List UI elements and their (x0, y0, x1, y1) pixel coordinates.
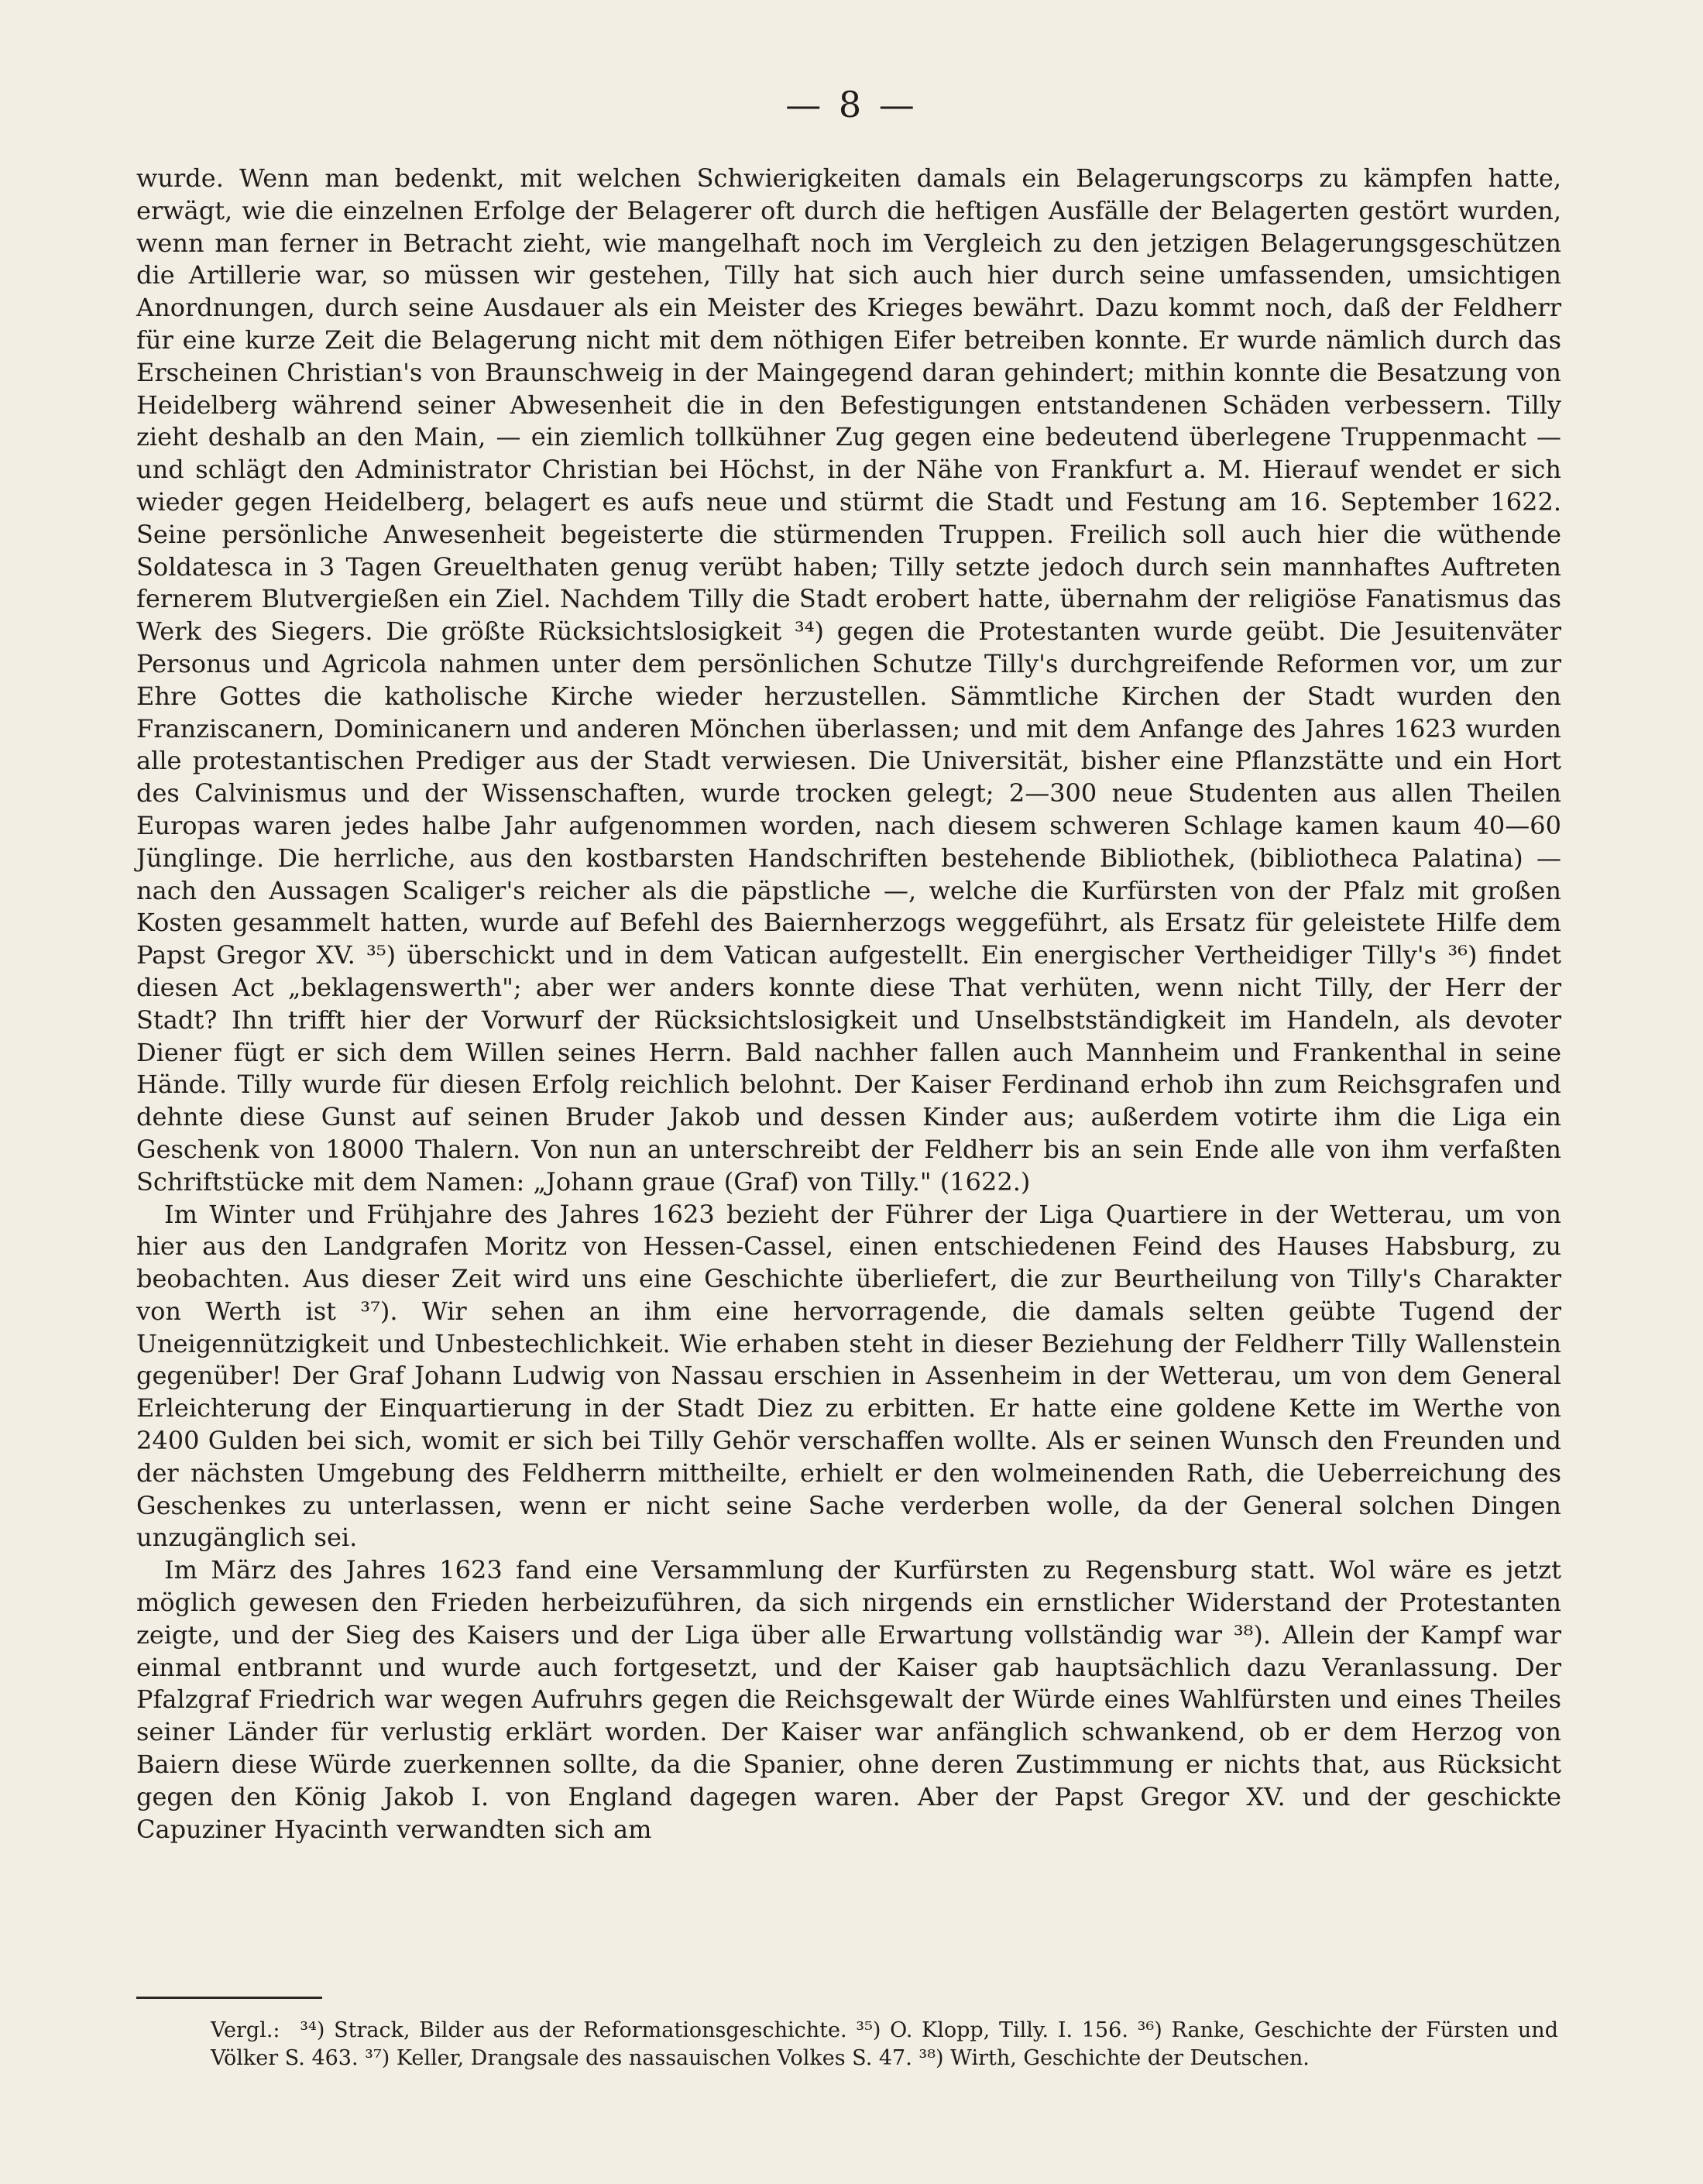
paragraph-3: Im März des Jahres 1623 fand eine Versammlung der Kurfürsten zu Regensburg statt. Wol wäre es jetzt möglich gewesen den Frieden herbeizuführen, da sich nirgends ein ernstlicher Widerstand der Protestanten zeigte, und der Sieg des Kaisers und der Liga über alle Erwartung vollständig war ³⁸). Allein der Kampf war einmal entbrannt und wurde auch fortgesetzt, und der Kaiser gab hauptsächlich dazu Veranlassung. Der Pfalzgraf Friedrich war wegen Aufruhrs gegen die Reichsgewalt der Würde eines Wahlfürsten und eines Theiles seiner Länder für verlustig erklärt worden. Der Kaiser war anfänglich schwankend, ob er dem Herzog von Baiern diese Würde zuerkennen sollte, da die Spanier, ohne deren Zustimmung er nichts that, aus Rücksicht gegen den König Jakob I. von England dagegen waren. Aber der Papst Gregor XV. und der geschickte Capuziner Hyacinth verwandten sich am (136, 1555, 1561, 1844)
footnote-divider (136, 1997, 322, 1999)
footnote-text: ³⁴) Strack, Bilder aus der Reformationsgeschichte. ³⁵) O. Klopp, Tilly. I. 156. ³⁶) Ranke, Geschichte der Fürsten und Völker S. 463. ³⁷) Keller, Drangsale des nassauischen Volkes S. 47. ³⁸) Wirth, Geschichte der Deutschen. (211, 2018, 1558, 2070)
footnotes (211, 2017, 1558, 2072)
page-number: — 8 — (785, 84, 918, 125)
paragraph-1: wurde. Wenn man bedenkt, mit welchen Schwierigkeiten damals ein Belagerungscorps zu kämpfen hatte, erwägt, wie die einzelnen Erfolge der Belagerer oft durch die heftigen Ausfälle der Belagerten gestört wurden, wenn man ferner in Betracht zieht, wie mangelhaft noch im Vergleich zu den jetzigen Belagerungsgeschützen die Artillerie war, so müssen wir gestehen, Tilly hat sich auch hier durch seine umfassenden, umsichtigen Anordnungen, durch seine Ausdauer als ein Meister des Krieges bewährt. Dazu kommt noch, daß der Feldherr für eine kurze Zeit die Belagerung nicht mit dem nöthigen Eifer betreiben konnte. Er wurde nämlich durch das Erscheinen Christian's von Braunschweig in der Maingegend daran gehindert; mithin konnte die Besatzung von Heidelberg während seiner Abwesenheit die in den Befestigungen entstandenen Schäden verbessern. Tilly zieht deshalb an den Main, — ein ziemlich tollkühner Zug gegen eine bedeutend überlegene Truppenmacht — und schlägt den Administrator Christian bei Höchst, in der Nähe von Frankfurt a. M. Hierauf wendet er sich wieder gegen Heidelberg, belagert es aufs neue und stürmt die Stadt und Festung am 16. September 1622. Seine persönliche Anwesenheit begeisterte die stürmenden Truppen. Freilich soll auch hier die wüthende Soldatesca in 3 Tagen Greuelthaten genug verübt haben; Tilly setzte jedoch durch sein mannhaftes Auftreten fernerem Blutvergießen ein Ziel. Nachdem Tilly die Stadt erobert hatte, übernahm der religiöse Fanatismus das Werk des Siegers. Die größte Rücksichtslosigkeit ³⁴) gegen die Protestanten wurde geübt. Die Jesuitenväter Personus und Agricola nahmen unter dem persönlichen Schutze Tilly's durchgreifende Reformen vor, um zur Ehre Gottes die katholische Kirche wieder herzustellen. Sämmtliche Kirchen der Stadt wurden den Franziscanern, Dominicanern und anderen Mönchen überlassen; und mit dem Anfange des Jahres 1623 wurden alle protestantischen Prediger aus der Stadt verwiesen. Die Universität, bisher eine Pflanzstätte und ein Hort des Calvinismus und der Wissenschaften, wurde trocken gelegt; 2—300 neue Studenten aus allen Theilen Europas waren jedes halbe Jahr aufgenommen worden, nach diesem schweren Schlage kamen kaum 40—60 Jünglinge. Die herrliche, aus den kostbarsten Handschriften bestehende Bibliothek, (bibliotheca Palatina) — nach den Aussagen Scaliger's reicher als die päpstliche —, welche die Kurfürsten von der Pfalz mit großen Kosten gesammelt hatten, wurde auf Befehl des Baiernherzogs weggeführt, als Ersatz für geleistete Hilfe dem Papst Gregor XV. ³⁵) überschickt und in dem Vatican aufgestellt. Ein energischer Vertheidiger Tilly's ³⁶) findet diesen Act „beklagenswerth"; aber wer anders konnte diese That verhüten, wenn nicht Tilly, der Herr der Stadt? Ihn trifft hier der Vorwurf der Rücksichtslosigkeit und Unselbstständigkeit im Handeln, als devoter Diener fügt er sich dem Willen seines Herrn. Bald nachher fallen auch Mannheim und Frankenthal in seine Hände. Tilly wurde für diesen Erfolg reichlich belohnt. Der Kaiser Ferdinand erhob ihn zum Reichsgrafen und dehnte diese Gunst auf seinen Bruder Jakob und dessen Kinder aus; außerdem votirte ihm die Liga ein Geschenk von 18000 Thalern. Von nun an unterschreibt der Feldherr bis an sein Ende alle von ihm verfaßten Schriftstücke mit dem Namen: „Johann graue (Graf) von Tilly." (1622.) (136, 163, 1561, 1197)
footnote-lead: Vergl.: (211, 2018, 280, 2042)
body-text (136, 163, 1561, 1846)
paragraph-2: Im Winter und Frühjahre des Jahres 1623 bezieht der Führer der Liga Quartiere in der Wetterau, um von hier aus den Landgrafen Moritz von Hessen-Cassel, einen entschiedenen Feind des Hauses Habsburg, zu beobachten. Aus dieser Zeit wird uns eine Geschichte überliefert, die zur Beurtheilung von Tilly's Charakter von Werth ist ³⁷). Wir sehen an ihm eine hervorragende, die damals selten geübte Tugend der Uneigennützigkeit und Unbestechlichkeit. Wie erhaben steht in dieser Beziehung der Feldherr Tilly Wallenstein gegenüber! Der Graf Johann Ludwig von Nassau erschien in Assenheim in der Wetterau, um von dem General Erleichterung der Einquartierung in der Stadt Diez zu erbitten. Er hatte eine goldene Kette im Werthe von 2400 Gulden bei sich, womit er sich bei Tilly Gehör verschaffen wollte. Als er seinen Wunsch den Freunden und der nächsten Umgebung des Feldherrn mittheilte, erhielt er den wolmeinenden Rath, die Ueberreichung des Geschenkes zu unterlassen, wenn er nicht seine Sache verderben wolle, da der General solchen Dingen unzugänglich sei. (136, 1199, 1561, 1553)
